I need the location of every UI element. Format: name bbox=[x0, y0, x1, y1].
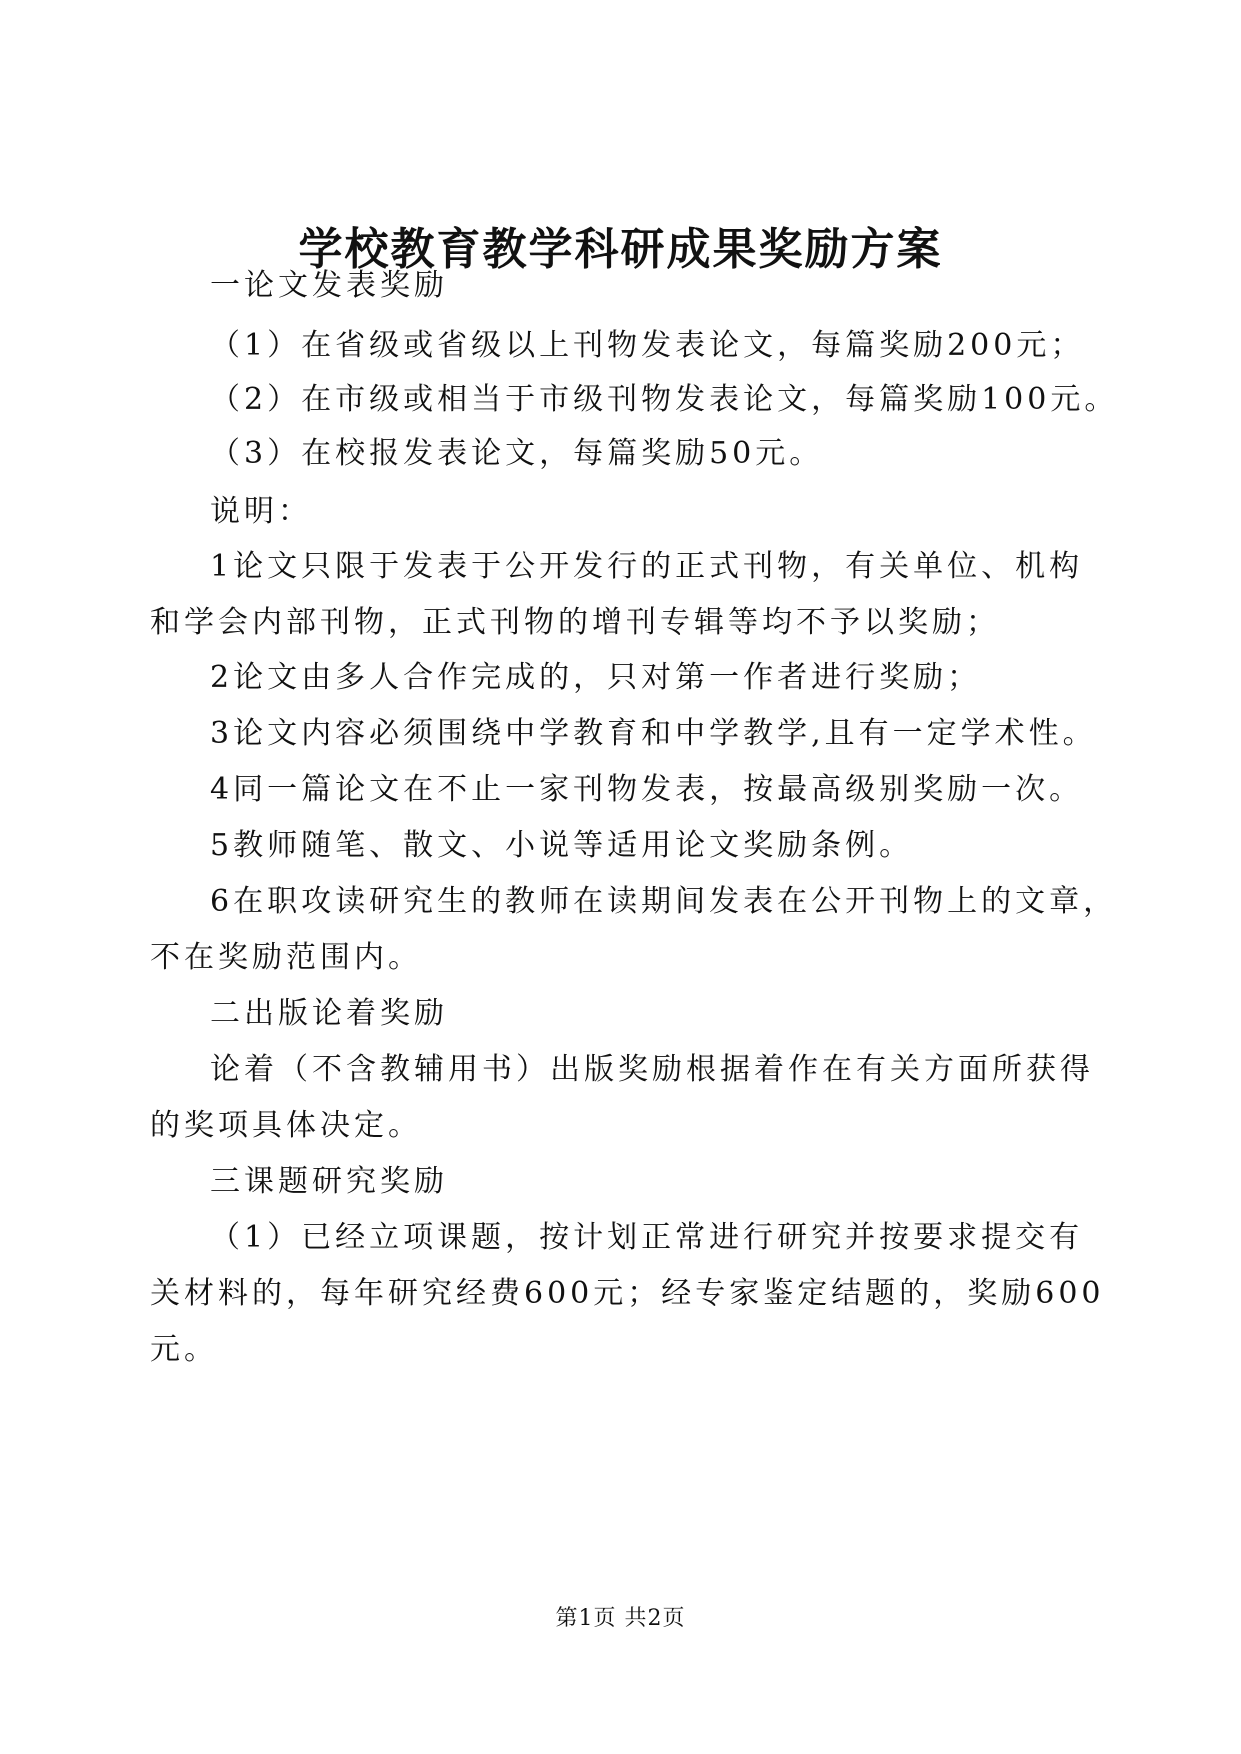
note-6-line-1: 6在职攻读研究生的教师在读期间发表在公开刊物上的文章， bbox=[210, 884, 1118, 919]
research-paragraph-line-1: （1）已经立项课题，按计划正常进行研究并按要求提交有 bbox=[210, 1220, 1084, 1255]
section-heading-papers: 一论文发表奖励 bbox=[210, 268, 448, 303]
research-paragraph-line-2: 关材料的，每年研究经费600元；经专家鉴定结题的，奖励600 bbox=[150, 1276, 1105, 1311]
books-paragraph-line-1: 论着（不含教辅用书）出版奖励根据着作在有关方面所获得 bbox=[210, 1052, 1094, 1087]
note-1-line-1: 1论文只限于发表于公开发行的正式刊物，有关单位、机构 bbox=[210, 549, 1084, 584]
page-indicator: 第1页 共2页 bbox=[555, 1606, 686, 1631]
paragraph-municipal: （2）在市级或相当于市级刊物发表论文，每篇奖励100元。 bbox=[210, 382, 1119, 417]
paragraph-school-paper: （3）在校报发表论文，每篇奖励50元。 bbox=[210, 436, 824, 471]
research-paragraph-line-3: 元。 bbox=[150, 1332, 218, 1367]
note-5: 5教师随笔、散文、小说等适用论文奖励条例。 bbox=[210, 828, 914, 863]
note-3: 3论文内容必须围绕中学教育和中学教学,且有一定学术性。 bbox=[210, 716, 1097, 751]
paragraph-provincial: （1）在省级或省级以上刊物发表论文，每篇奖励200元； bbox=[210, 328, 1085, 363]
note-4: 4同一篇论文在不止一家刊物发表，按最高级别奖励一次。 bbox=[210, 772, 1084, 807]
note-6-line-2: 不在奖励范围内。 bbox=[150, 940, 422, 975]
notes-heading: 说明： bbox=[210, 494, 312, 529]
section-heading-books: 二出版论着奖励 bbox=[210, 996, 448, 1031]
section-heading-research: 三课题研究奖励 bbox=[210, 1164, 448, 1199]
note-2: 2论文由多人合作完成的，只对第一作者进行奖励； bbox=[210, 660, 982, 695]
document-title: 学校教育教学科研成果奖励方案 bbox=[298, 224, 943, 275]
note-1-line-2: 和学会内部刊物，正式刊物的增刊专辑等均不予以奖励； bbox=[150, 605, 1000, 640]
books-paragraph-line-2: 的奖项具体决定。 bbox=[150, 1108, 422, 1143]
